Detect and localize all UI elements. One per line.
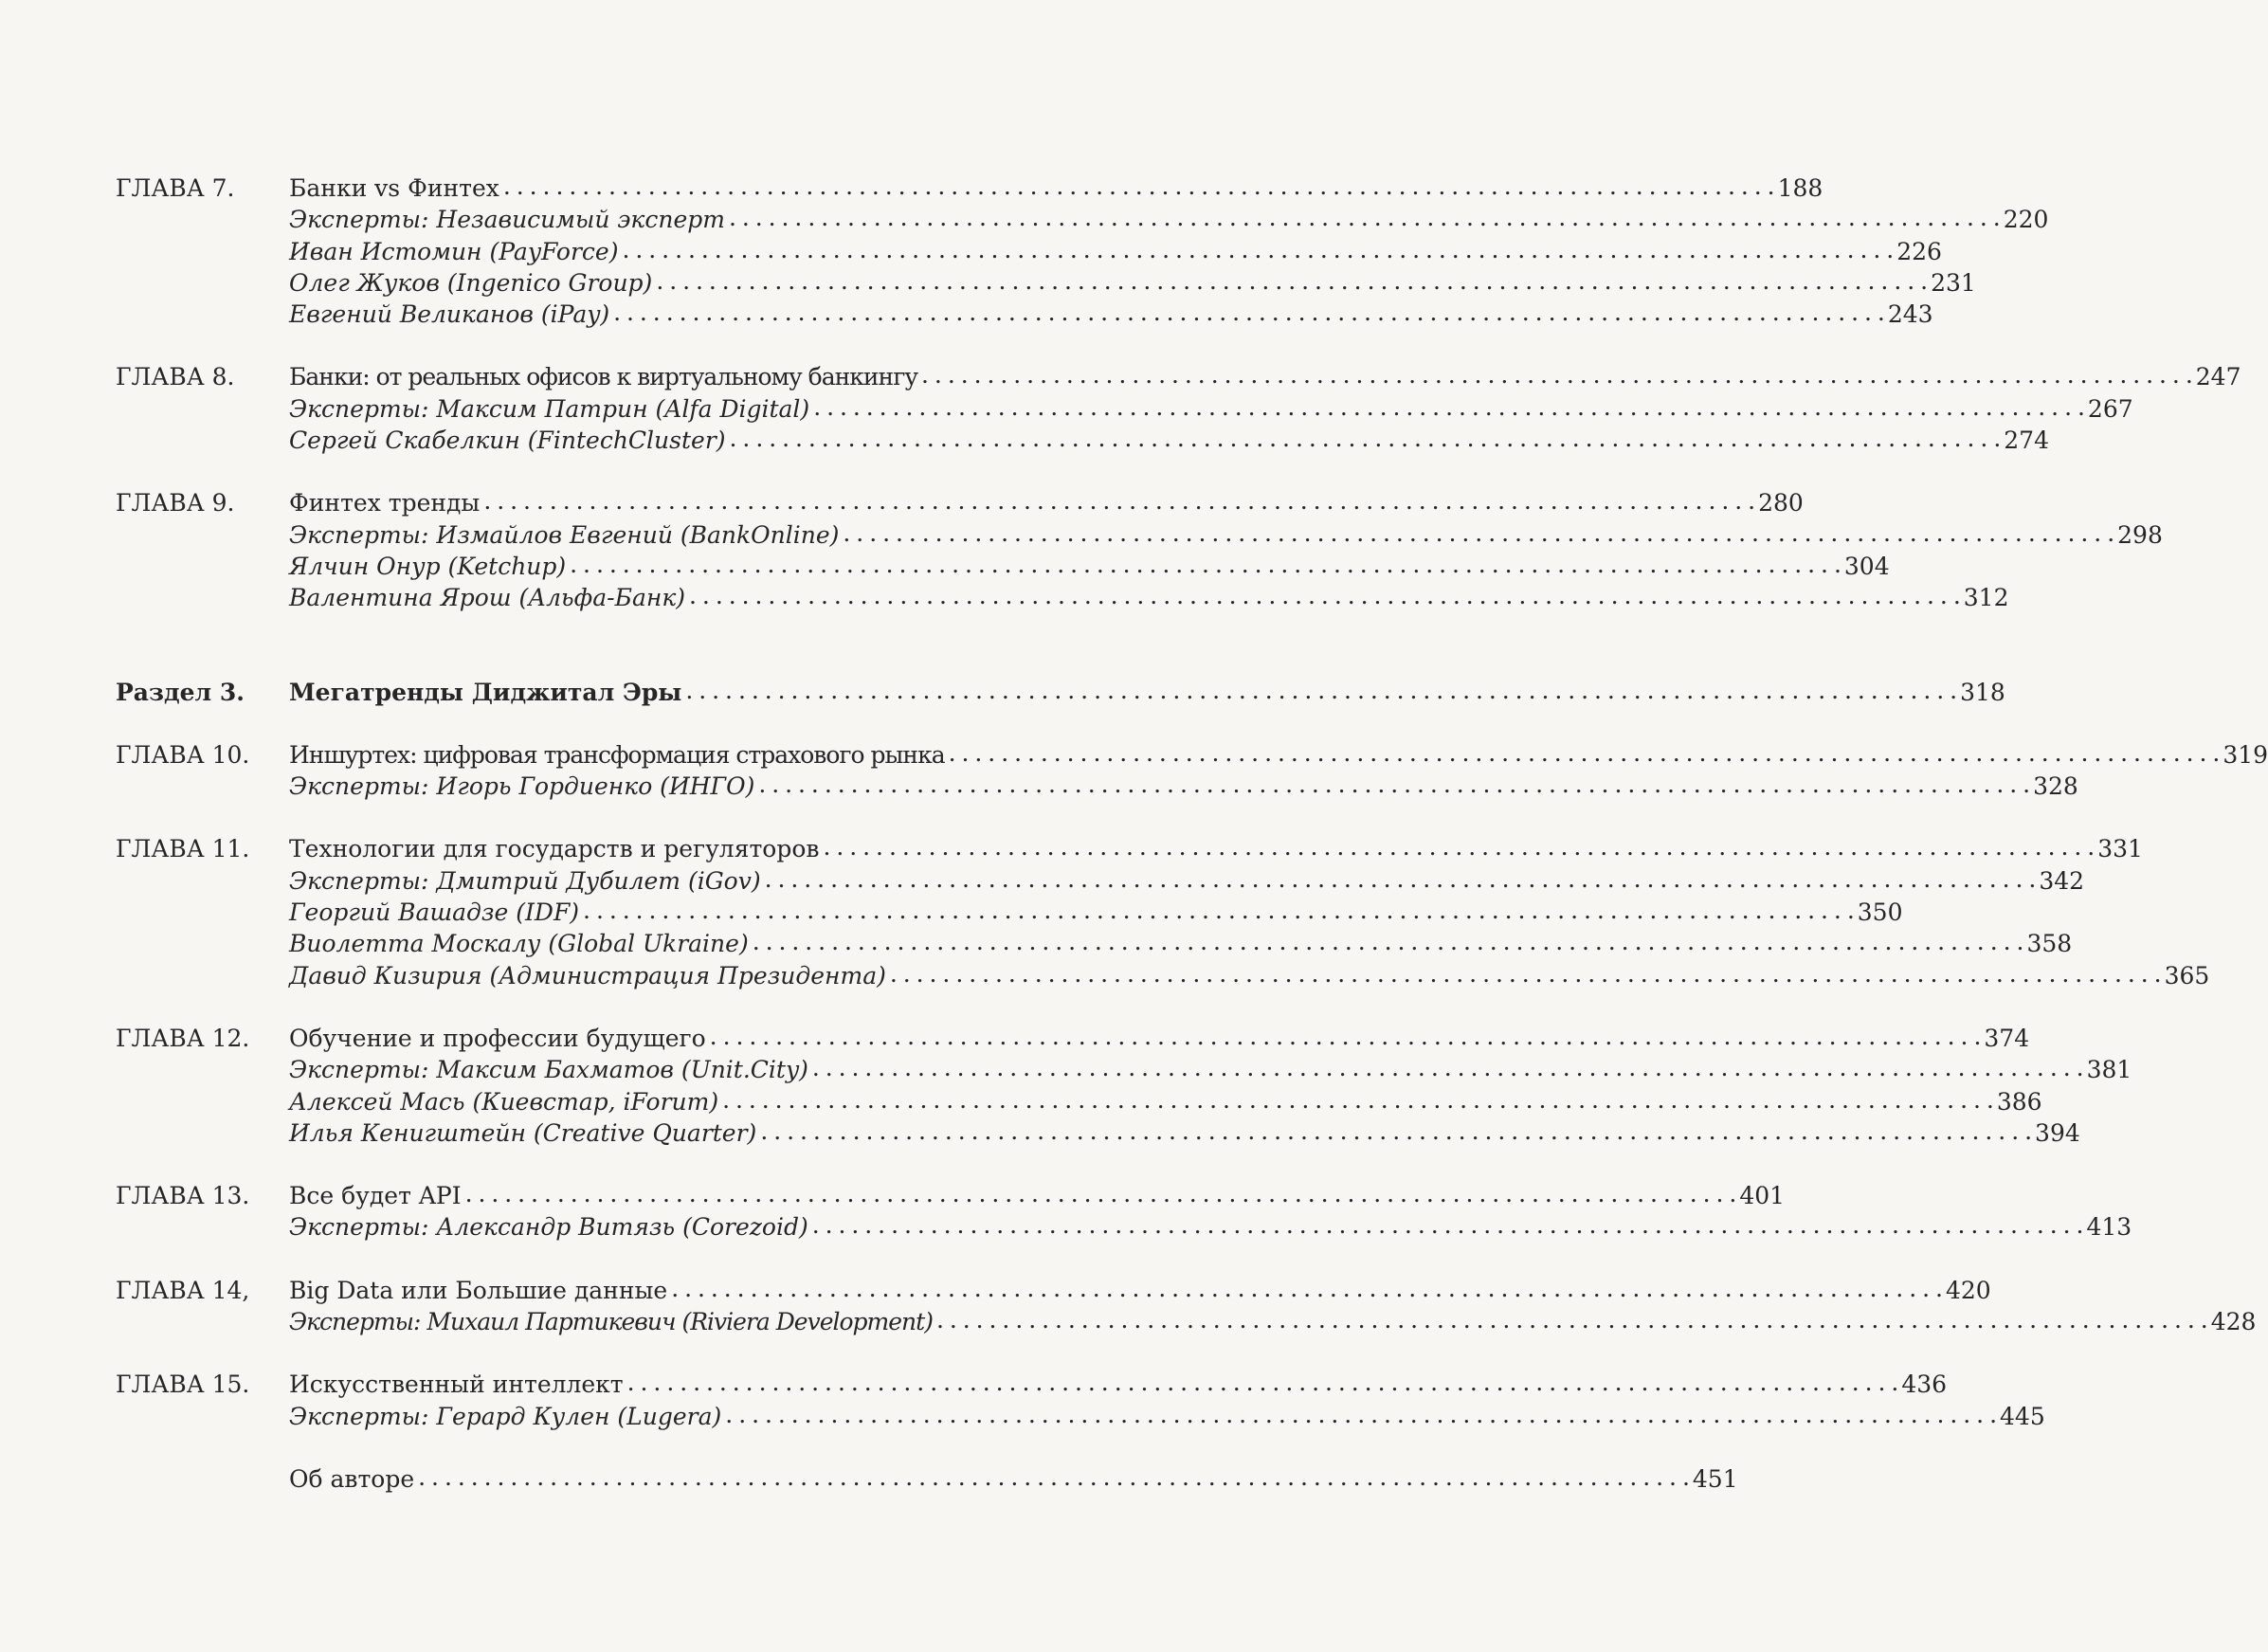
toc-page-number: 304 xyxy=(1843,552,1890,580)
toc-expert-row[interactable] xyxy=(116,1086,2042,1117)
toc-expert-row[interactable] xyxy=(116,299,1933,330)
toc-expert-row[interactable] xyxy=(116,582,2009,613)
toc-page-number: 374 xyxy=(1984,1024,2030,1052)
toc-expert-row[interactable] xyxy=(116,897,1903,928)
toc-entry-title: Давид Кизирия (Администрация Президента) xyxy=(289,961,886,989)
toc-entry-title: Илья Кенигштейн (Creative Quarter) xyxy=(289,1118,757,1147)
toc-entry-title: Об авторе xyxy=(289,1464,415,1493)
toc-entry-title: Банки: от реальных офисов к виртуальному банкингу xyxy=(289,363,918,391)
group-spacer xyxy=(116,991,1010,1023)
toc-page-number: 428 xyxy=(2210,1308,2257,1336)
group-spacer xyxy=(116,456,1010,487)
toc-expert-row[interactable] xyxy=(116,425,2049,456)
toc-entry-title: Все будет API xyxy=(289,1182,462,1210)
group-spacer xyxy=(116,614,1010,677)
group-spacer xyxy=(116,1149,1010,1180)
dot-leader xyxy=(813,391,2084,423)
toc-expert-row[interactable] xyxy=(116,393,2133,425)
toc-expert-row[interactable] xyxy=(116,236,1942,267)
toc-entry-title: Мегатренды Диджитал Эры xyxy=(289,678,682,706)
toc-expert-row[interactable] xyxy=(116,1306,2257,1337)
toc-chapter-label: ГЛАВА 15. xyxy=(116,1371,250,1399)
toc-entry-title: Алексей Мась (Киевстар, iForum) xyxy=(289,1087,719,1116)
dot-leader xyxy=(812,1052,2083,1083)
toc-entry-title: Эксперты: Александр Витязь (Corezoid) xyxy=(289,1213,808,1242)
toc-page-number: 319 xyxy=(2223,740,2268,769)
toc-expert-row[interactable] xyxy=(116,928,2073,959)
dot-leader xyxy=(465,1178,1736,1209)
toc-group xyxy=(116,739,2268,803)
group-spacer xyxy=(116,802,1010,833)
toc-expert-row[interactable] xyxy=(116,1054,2132,1085)
toc-chapter-row[interactable] xyxy=(116,1023,2030,1054)
toc-entry-title: Ялчин Онур (Ketchup) xyxy=(289,552,567,580)
toc-page-number: 247 xyxy=(2195,363,2241,391)
dot-leader xyxy=(949,737,2220,769)
toc-entry-title: Иван Истомин (PayForce) xyxy=(289,237,619,265)
toc-entry-title: Технологии для государств и регуляторов xyxy=(289,835,820,863)
toc-chapter-label: ГЛАВА 11. xyxy=(116,835,250,863)
group-spacer xyxy=(116,1337,1010,1369)
toc-page-number: 386 xyxy=(1996,1087,2042,1116)
toc-chapter-label: ГЛАВА 14, xyxy=(116,1276,250,1304)
toc-page-number: 381 xyxy=(2086,1056,2132,1084)
toc-entry-title: Эксперты: Максим Бахматов (Unit.City) xyxy=(289,1056,808,1084)
toc-page-number: 445 xyxy=(2000,1402,2045,1430)
toc-chapter-row[interactable] xyxy=(116,361,2241,392)
toc-expert-row[interactable] xyxy=(116,1117,2080,1149)
toc-chapter-label: Раздел 3. xyxy=(116,678,245,706)
toc-entry-title: Финтех тренды xyxy=(289,489,481,517)
toc-page-number: 413 xyxy=(2086,1213,2132,1242)
dot-leader xyxy=(760,1116,2031,1147)
dot-leader xyxy=(613,297,1884,328)
dot-leader xyxy=(418,1461,1689,1493)
toc-expert-row[interactable] xyxy=(116,1211,2132,1243)
toc-page-number: 226 xyxy=(1896,237,1942,265)
toc-entry-title: Георгий Вашадзе (IDF) xyxy=(289,899,580,927)
toc-entry-title: Big Data или Большие данные xyxy=(289,1276,668,1304)
dot-leader xyxy=(729,202,2000,233)
toc-group xyxy=(116,1023,2132,1149)
toc-page-number: 328 xyxy=(2033,772,2078,801)
toc-page-number: 436 xyxy=(1901,1371,1948,1399)
toc-entry-title: Эксперты: Измайлов Евгений (BankOnline) xyxy=(289,520,840,549)
group-spacer xyxy=(116,1432,1010,1463)
toc-group xyxy=(116,1463,1738,1495)
toc-chapter-row[interactable] xyxy=(116,487,1804,518)
toc-entry-title: Эксперты: Независимый эксперт xyxy=(289,206,725,234)
dot-leader xyxy=(656,265,1927,297)
toc-entry-title: Эксперты: Дмитрий Дубилет (iGov) xyxy=(289,866,761,895)
toc-entry-title: Банки vs Финтех xyxy=(289,174,499,202)
dot-leader xyxy=(583,895,1854,926)
toc-chapter-label: ГЛАВА 8. xyxy=(116,363,235,391)
toc-chapter-row[interactable] xyxy=(116,677,2005,708)
toc-chapter-label: ГЛАВА 12. xyxy=(116,1024,250,1052)
toc-page-number: 274 xyxy=(2004,427,2049,455)
dot-leader xyxy=(503,171,1774,202)
dot-leader xyxy=(730,423,2001,454)
toc-page-number: 420 xyxy=(1945,1276,1991,1304)
toc-page-number: 298 xyxy=(2117,520,2163,549)
toc-chapter-label: ГЛАВА 9. xyxy=(116,489,235,517)
toc-page-number: 220 xyxy=(2003,206,2049,234)
toc-group xyxy=(116,677,2005,708)
toc-entry-title: Искусственный интеллект xyxy=(289,1371,624,1399)
toc-group xyxy=(116,1180,2132,1244)
toc-page-number: 342 xyxy=(2039,866,2085,895)
dot-leader xyxy=(710,1021,1981,1052)
toc-page-number: 267 xyxy=(2087,394,2133,423)
toc-entry-title: Эксперты: Игорь Гордиенко (ИНГО) xyxy=(289,772,755,801)
toc-page-number: 365 xyxy=(2164,961,2210,989)
toc-page-number: 358 xyxy=(2026,930,2073,958)
toc-page-number: 312 xyxy=(1963,584,2009,612)
toc-entry-title: Виолетта Москалу (Global Ukraine) xyxy=(289,930,749,958)
dot-leader xyxy=(843,517,2114,549)
toc-chapter-row[interactable] xyxy=(116,739,2268,771)
toc-chapter-label: ГЛАВА 10. xyxy=(116,740,250,769)
dot-leader xyxy=(753,926,2023,957)
toc-expert-row[interactable] xyxy=(116,1401,2045,1432)
toc-entry-title: Сергей Скабелкин (FintechCluster) xyxy=(289,427,726,455)
toc-chapter-row[interactable] xyxy=(116,1275,1991,1306)
toc-entry-title: Эксперты: Максим Патрин (Alfa Digital) xyxy=(289,394,810,423)
toc-expert-row[interactable] xyxy=(116,771,2078,802)
dot-leader xyxy=(758,769,2029,800)
toc-entry-title: Валентина Ярош (Альфа-Банк) xyxy=(289,584,686,612)
dot-leader xyxy=(890,958,2161,989)
toc-page-number: 394 xyxy=(2035,1118,2080,1147)
toc-entry-title: Олег Жуков (Ingenico Group) xyxy=(289,268,653,297)
toc-chapter-row[interactable] xyxy=(116,1463,1738,1495)
dot-leader xyxy=(722,1084,1993,1116)
toc-expert-row[interactable] xyxy=(116,960,2210,991)
toc-page-number: 401 xyxy=(1739,1182,1786,1210)
toc-group xyxy=(116,1369,2045,1432)
dot-leader xyxy=(685,675,1956,706)
toc-page-number: 280 xyxy=(1758,489,1804,517)
group-spacer xyxy=(116,1244,1010,1275)
toc-chapter-label: ГЛАВА 13. xyxy=(116,1182,250,1210)
toc-page-number: 243 xyxy=(1887,300,1933,329)
toc-entry-title: Обучение и профессии будущего xyxy=(289,1024,706,1052)
toc-expert-row[interactable] xyxy=(116,204,2049,235)
toc-expert-row[interactable] xyxy=(116,865,2085,897)
toc-expert-row[interactable] xyxy=(116,551,1890,582)
dot-leader xyxy=(765,863,2036,895)
toc-expert-row[interactable] xyxy=(116,267,1976,299)
group-spacer xyxy=(116,708,1010,739)
toc-chapter-row[interactable] xyxy=(116,172,1823,204)
toc-group xyxy=(116,361,2241,456)
dot-leader xyxy=(725,1399,1996,1430)
dot-leader xyxy=(823,831,2094,862)
toc-chapter-row[interactable] xyxy=(116,1180,1786,1211)
toc-entry-title: Эксперты: Михаил Партикевич (Riviera Development) xyxy=(289,1308,933,1336)
dot-leader xyxy=(689,580,1960,611)
toc-page-number: 318 xyxy=(1960,678,2005,706)
toc-page-number: 331 xyxy=(2097,835,2143,863)
toc-entry-title: Евгений Великанов (iPay) xyxy=(289,300,610,329)
toc-entry-title: Эксперты: Герард Кулен (Lugera) xyxy=(289,1402,722,1430)
dot-leader xyxy=(921,359,2192,390)
toc-entry-title: Иншуртех: цифровая трансформация страхового рынка xyxy=(289,740,945,769)
toc-chapter-row[interactable] xyxy=(116,1369,1948,1400)
dot-leader xyxy=(812,1209,2083,1241)
toc-chapter-row[interactable] xyxy=(116,833,2143,864)
table-of-contents xyxy=(116,172,2268,1495)
group-spacer xyxy=(116,330,1010,361)
toc-expert-row[interactable] xyxy=(116,519,2163,551)
dot-leader xyxy=(570,549,1841,580)
toc-page-number: 231 xyxy=(1931,268,1976,297)
toc-group xyxy=(116,172,2049,330)
dot-leader xyxy=(623,234,1894,265)
toc-group xyxy=(116,833,2210,990)
dot-leader xyxy=(483,485,1754,517)
toc-page-number: 451 xyxy=(1692,1464,1738,1493)
toc-group xyxy=(116,487,2163,613)
dot-leader xyxy=(627,1367,1898,1398)
toc-chapter-label: ГЛАВА 7. xyxy=(116,174,235,202)
dot-leader xyxy=(936,1304,2207,1335)
toc-group xyxy=(116,1275,2257,1338)
toc-page-number: 188 xyxy=(1777,174,1823,202)
dot-leader xyxy=(671,1273,1942,1304)
toc-page-number: 350 xyxy=(1857,899,1903,927)
